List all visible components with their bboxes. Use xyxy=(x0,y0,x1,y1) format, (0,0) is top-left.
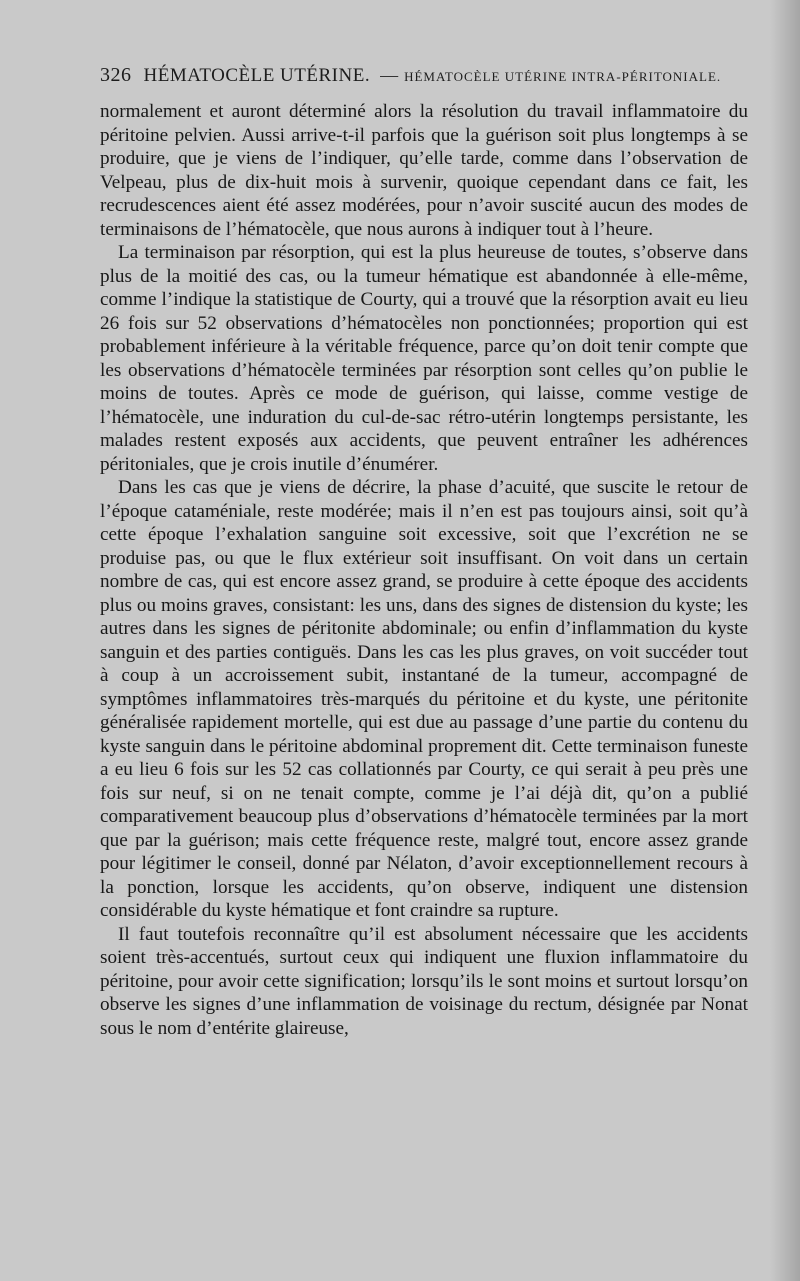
page-body xyxy=(100,100,748,1040)
running-subtitle: HÉMATOCÈLE UTÉRINE INTRA-PÉRITONIALE. xyxy=(404,69,722,84)
paragraph-continued: normalement et auront déterminé alors la résolution du travail inflammatoire du péritoine pelvien. Aussi arrive-t-il parfois que la guérison soit plus longtemps à se produire, que je viens de l’indiquer, qu’elle tarde, comme dans l’observation de Velpeau, plus de dix-huit mois à survenir, quoique cependant dans ce fait, les recrudescences aient été assez modérées, pour n’avoir suscité aucun des modes de terminaisons de l’hématocèle, que nous aurons à indiquer tout à l’heure. xyxy=(100,101,748,240)
running-header xyxy=(100,64,722,94)
paragraph: La terminaison par résorption, qui est la plus heureuse de toutes, s’observe dans plus de la moitié des cas, ou la tumeur hématique est abandonnée à elle-même, comme l’indique la statistique de Courty, qui a trouvé que la résorption avait eu lieu 26 fois sur 52 observations d’hématocèles non ponctionnées; proportion qui est probablement inférieure à la véritable fréquence, parce qu’on doit tenir compte que les observations d’hématocèle terminées par résorption sont celles qu’on publie le moins de toutes. Après ce mode de guérison, qui laisse, comme vestige de l’hématocèle, une induration du cul-de-sac rétro-utérin longtemps persistante, les malades restent exposés aux accidents, que peuvent entraîner les adhérences péritoniales, que je crois inutile d’énumérer. xyxy=(100,242,748,475)
page-number: 326 xyxy=(100,64,132,86)
header-separator: — xyxy=(380,65,399,85)
paragraph: Dans les cas que je viens de décrire, la phase d’acuité, que suscite le retour de l’époque cataméniale, reste modérée; mais il n’en est pas toujours ainsi, soit qu’à cette époque l’exhalation sanguine soit excessive, soit que l’excrétion ne se produise pas, ou que le flux extérieur soit insuffisant. On voit dans un certain nombre de cas, qui est encore assez grand, se produire à cette époque des accidents plus ou moins graves, consistant: les uns, dans des signes de distension du kyste; les autres dans les signes de péritonite abdominale; ou enfin d’inflammation du kyste sanguin et des parties contiguës. Dans les cas les plus graves, on voit succéder tout à coup à un accroissement subit, instantané de la tumeur, accompagné de symptômes inflammatoires très-marqués du péritoine et du kyste, une péritonite généralisée rapidement mortelle, qui est due au passage d’une partie du contenu du kyste sanguin dans le péritoine abdominal proprement dit. Cette terminaison funeste a eu lieu 6 fois sur les 52 cas collationnés par Courty, ce qui serait à peu près une fois sur neuf, si on ne tenait compte, comme je l’ai déjà dit, qu’on a publié comparativement beaucoup plus d’observations d’hématocèle terminées par la mort que par la guérison; mais cette fréquence reste, malgré tout, encore assez grande pour légitimer le conseil, donné par Nélaton, d’avoir exceptionnellement recours à la ponction, lorsque les accidents, qu’on observe, indiquent une distension considérable du kyste hématique et font craindre sa rupture. xyxy=(100,477,748,921)
page-edge-shadow xyxy=(770,0,800,1281)
running-title: HÉMATOCÈLE UTÉRINE. xyxy=(143,65,371,86)
paragraph: Il faut toutefois reconnaître qu’il est absolument nécessaire que les accidents soient très-accentués, surtout ceux qui indiquent une fluxion inflammatoire du péritoine, pour avoir cette signification; lorsqu’ils le sont moins et surtout lorsqu’on observe les signes d’une inflammation de voisinage du rectum, désignée par Nonat sous le nom d’entérite glaireuse, xyxy=(100,923,748,1039)
